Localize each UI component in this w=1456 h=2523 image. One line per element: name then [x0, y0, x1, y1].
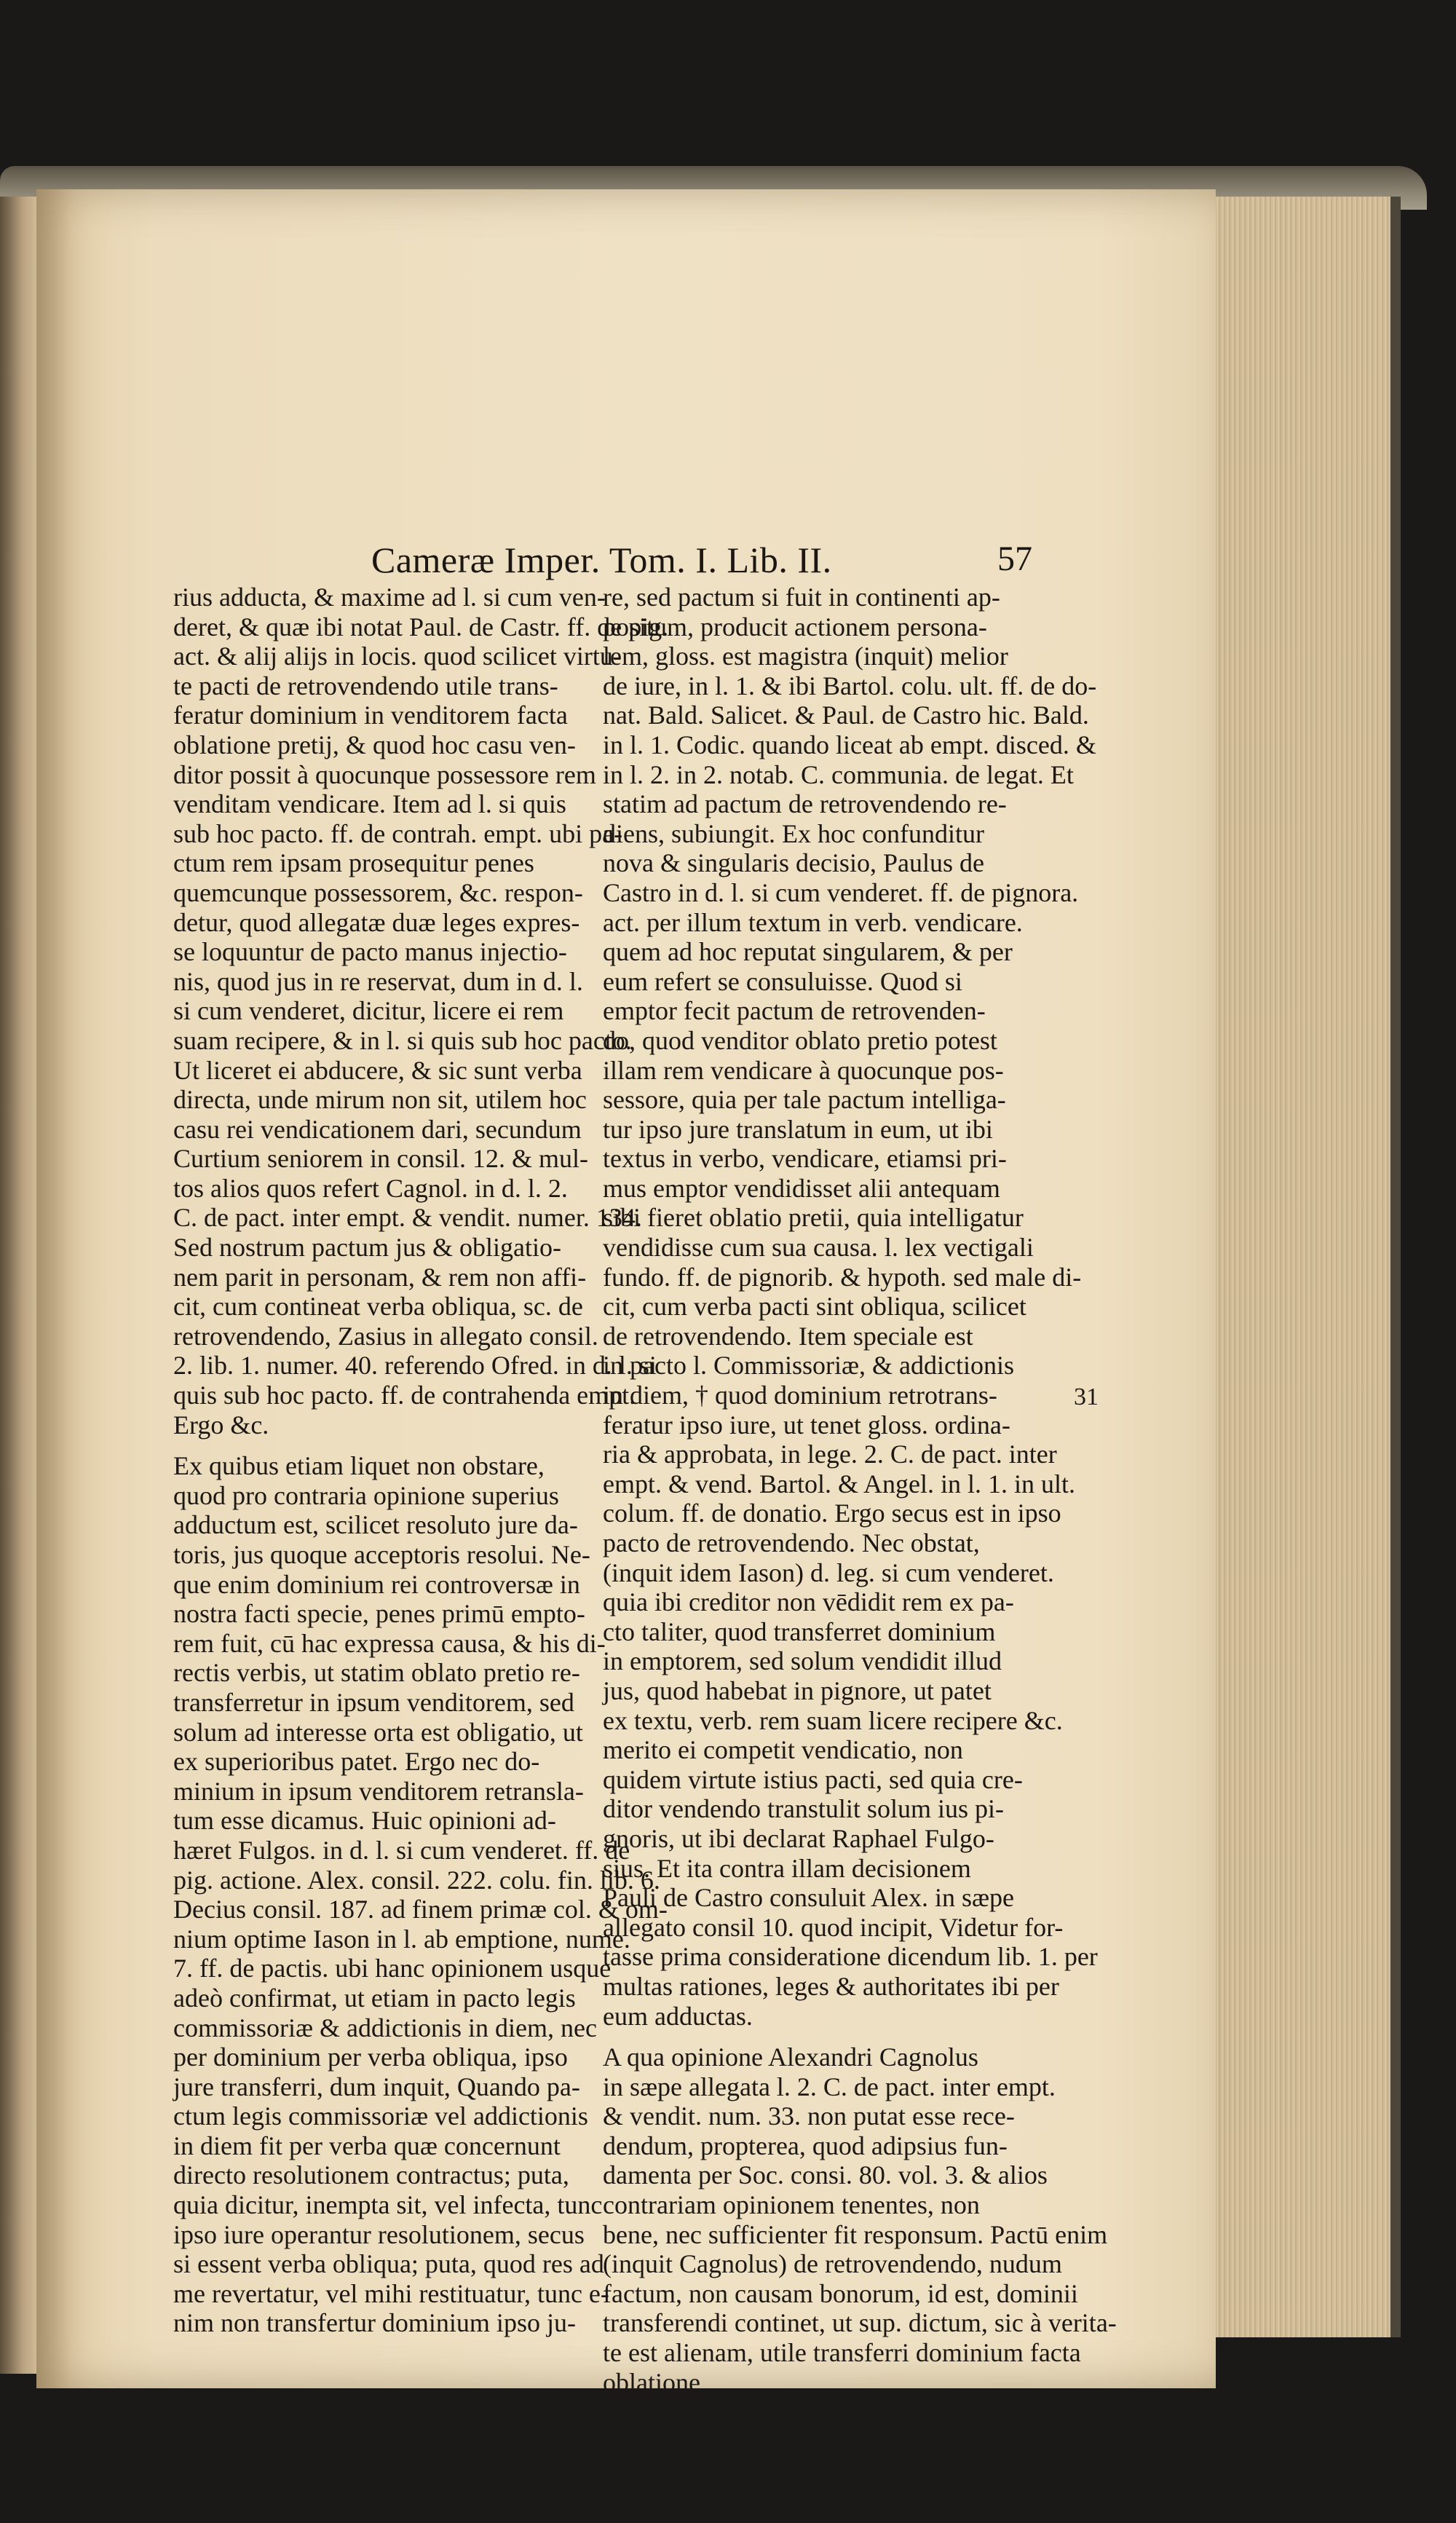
- text-line: deret, & quæ ibi notat Paul. de Castr. ff. de pig.: [173, 612, 669, 641]
- text-line: commissoriæ & addictionis in diem, nec: [173, 2013, 597, 2042]
- text-line: adductum est, scilicet resoluto jure da-: [173, 1510, 578, 1540]
- text-line: ex textu, verb. rem suam licere recipere &c.: [603, 1705, 1063, 1735]
- text-line: eum adductas.: [603, 2001, 753, 2031]
- text-line: te pacti de retrovendendo utile trans-: [173, 671, 558, 700]
- running-head: Cameræ Imper. Tom. I. Lib. II.: [371, 540, 832, 580]
- text-line: factum, non causam bonorum, id est, dominii: [603, 2278, 1078, 2308]
- text-line: que enim dominium rei controversæ in: [173, 1569, 580, 1599]
- text-line: 7. ff. de pactis. ubi hanc opinionem usque: [173, 1954, 612, 1983]
- text-line: sub hoc pacto. ff. de contrah. empt. ubi pa-: [173, 818, 623, 848]
- text-line: rem fuit, cū hac expressa causa, & his di-: [173, 1628, 606, 1658]
- page: [36, 189, 1216, 2397]
- text-line: tur ipso jure translatum in eum, ut ibi: [603, 1114, 993, 1144]
- text-line: nium optime Iason in l. ab emptione, nume.: [173, 1924, 630, 1954]
- text-line: lem, gloss. est magistra (inquit) melior: [603, 641, 1008, 671]
- text-line: fundo. ff. de pignorib. & hypoth. sed male di-: [603, 1262, 1082, 1292]
- text-line: adeò confirmat, ut etiam in pacto legis: [173, 1983, 576, 2013]
- text-line: gnoris, ut ibi declarat Raphael Fulgo-: [603, 1823, 994, 1853]
- text-line: cto taliter, quod transferret dominium: [603, 1616, 996, 1646]
- paragraph-gap: [603, 2031, 1069, 2042]
- text-line: suam recipere, & in l. si quis sub hoc pacto.: [173, 1025, 632, 1055]
- text-line: de iure, in l. 1. & ibi Bartol. colu. ult. ff. de do-: [603, 671, 1097, 700]
- text-line: cit, cum contineat verba obliqua, sc. de: [173, 1292, 583, 1322]
- text-line: nova & singularis decisio, Paulus de: [603, 848, 984, 878]
- text-line: si cum venderet, dicitur, licere ei rem: [173, 996, 564, 1026]
- text-line: textus in verbo, vendicare, etiamsi pri-: [603, 1144, 1007, 1174]
- text-line: Ergo &c.: [173, 1410, 269, 1440]
- text-line: & vendit. num. 33. non putat esse rece-: [603, 2101, 1015, 2131]
- paragraph-gap: [173, 1440, 625, 1451]
- text-line: in emptorem, sed solum vendidit illud: [603, 1646, 1002, 1676]
- text-line: in l. 2. in 2. notab. C. communia. de legat. Et: [603, 759, 1074, 789]
- text-line: ipso iure operantur resolutionem, secus: [173, 2219, 585, 2249]
- text-line: (inquit Cagnolus) de retrovendendo, nudum: [603, 2249, 1062, 2279]
- text-line: detur, quod allegatæ duæ leges expres-: [173, 907, 580, 937]
- text-line: in sæpe allegata l. 2. C. de pact. inter empt.: [603, 2072, 1056, 2101]
- text-line: in l. 1. Codic. quando liceat ab empt. disced. &: [603, 730, 1096, 759]
- text-line: positum, producit actionem persona-: [603, 612, 987, 641]
- text-line: se loquuntur de pacto manus injectio-: [173, 937, 567, 967]
- text-line: do, quod venditor oblato pretio potest: [603, 1025, 997, 1055]
- text-line: ctum legis commissoriæ vel addictionis: [173, 2101, 588, 2131]
- text-line: act. & alij alijs in locis. quod scilicet virtu-: [173, 641, 622, 671]
- text-line: pig. actione. Alex. consil. 222. colu. fin. lib. 6.: [173, 1865, 660, 1895]
- text-line: casu rei vendicationem dari, secundum: [173, 1114, 582, 1144]
- text-line: de retrovendendo. Item speciale est: [603, 1321, 973, 1351]
- text-line: in pacto l. Commissoriæ, & addictionis: [603, 1351, 1014, 1381]
- text-line: quem ad hoc reputat singularem, & per: [603, 937, 1013, 967]
- text-line: feratur dominium in venditorem facta: [173, 700, 568, 730]
- text-line: empt. & vend. Bartol. & Angel. in l. 1. in ult.: [603, 1469, 1075, 1499]
- text-line: hæret Fulgos. in d. l. si cum venderet. ff. de: [173, 1835, 630, 1865]
- text-line: nat. Bald. Salicet. & Paul. de Castro hic. Bald.: [603, 700, 1089, 730]
- text-line: dendum, propterea, quod adipsius fun-: [603, 2131, 1008, 2160]
- text-line: sius. Et ita contra illam decisionem: [603, 1853, 971, 1883]
- text-line: nis, quod jus in re reservat, dum in d. l.: [173, 966, 583, 996]
- text-line: illam rem vendicare à quocunque pos-: [603, 1055, 1004, 1085]
- text-line: emptor fecit pactum de retrovenden-: [603, 996, 986, 1026]
- text-line: quemcunque possessorem, &c. respon-: [173, 877, 583, 907]
- text-line: in diem, † quod dominium retrotrans-: [603, 1381, 997, 1410]
- text-line: in diem fit per verba quæ concernunt: [173, 2131, 561, 2160]
- text-line: re, sed pactum si fuit in continenti ap-: [603, 583, 1000, 612]
- text-line: Pauli de Castro consuluit Alex. in sæpe: [603, 1883, 1014, 1913]
- text-line: nostra facti specie, penes primū empto-: [173, 1599, 585, 1629]
- text-line: vendidisse cum sua causa. l. lex vectigali: [603, 1233, 1034, 1263]
- text-line: allegato consil 10. quod incipit, Videtur for-: [603, 1912, 1064, 1942]
- page-number: 57: [997, 540, 1032, 578]
- text-line: quia ibi creditor non vēdidit rem ex pa-: [603, 1587, 1014, 1617]
- text-line: eum refert se consuluisse. Quod si: [603, 966, 962, 996]
- text-line: (inquit idem Iason) d. leg. si cum venderet.: [603, 1557, 1054, 1587]
- text-line: rectis verbis, ut statim oblato pretio re-: [173, 1658, 580, 1688]
- left-page-edge: [0, 197, 38, 2374]
- text-line: transferendi continet, ut sup. dictum, sic à verita-: [603, 2308, 1117, 2338]
- text-line: ditor possit à quocunque possessore rem: [173, 759, 596, 789]
- text-line: Curtium seniorem in consil. 12. & mul-: [173, 1144, 588, 1174]
- text-line: statim ad pactum de retrovendendo re-: [603, 789, 1007, 819]
- text-line: colum. ff. de donatio. Ergo secus est in ipso: [603, 1499, 1061, 1528]
- text-line: Ex quibus etiam liquet non obstare,: [173, 1451, 545, 1481]
- text-line: quis sub hoc pacto. ff. de contrahenda empt.: [173, 1381, 636, 1410]
- text-line: quod pro contraria opinione superius: [173, 1480, 559, 1510]
- fore-edge: [1216, 197, 1401, 2337]
- text-line: ria & approbata, in lege. 2. C. de pact. inter: [603, 1440, 1057, 1469]
- text-line: rius adducta, & maxime ad l. si cum ven-: [173, 583, 606, 612]
- text-line: Ut liceret ei abducere, & sic sunt verba: [173, 1055, 582, 1085]
- text-line: jus, quod habebat in pignore, ut patet: [603, 1675, 992, 1705]
- text-line: nem parit in personam, & rem non affi-: [173, 1262, 587, 1292]
- text-line: merito ei competit vendicatio, non: [603, 1735, 963, 1765]
- text-line: tos alios quos refert Cagnol. in d. l. 2.: [173, 1173, 568, 1203]
- text-line: A qua opinione Alexandri Cagnolus: [603, 2042, 978, 2072]
- text-line: cit, cum verba pacti sint obliqua, scilicet: [603, 1292, 1026, 1322]
- text-line: per dominium per verba obliqua, ipso: [173, 2042, 568, 2072]
- text-line: ctum rem ipsam prosequitur penes: [173, 848, 534, 878]
- text-line: multas rationes, leges & authoritates ibi per: [603, 1971, 1059, 2001]
- text-line: te est alienam, utile transferri dominium facta: [603, 2338, 1081, 2368]
- text-line: pacto de retrovendendo. Nec obstat,: [603, 1528, 980, 1557]
- text-line: damenta per Soc. consi. 80. vol. 3. & alios: [603, 2160, 1048, 2190]
- text-line: solum ad interesse orta est obligatio, ut: [173, 1717, 583, 1747]
- text-line: Decius consil. 187. ad finem primæ col. & om-: [173, 1895, 668, 1924]
- text-line: tum esse dicamus. Huic opinioni ad-: [173, 1806, 556, 1836]
- text-line: C. de pact. inter empt. & vendit. numer. 134.: [173, 1203, 642, 1233]
- text-line: feratur ipso iure, ut tenet gloss. ordina-: [603, 1410, 1010, 1440]
- text-line: ditor vendendo transtulit solum ius pi-: [603, 1794, 1004, 1824]
- text-line: me revertatur, vel mihi restituatur, tunc e-: [173, 2278, 609, 2308]
- text-line: ex superioribus patet. Ergo nec do-: [173, 1747, 540, 1777]
- text-line: bene, nec sufficienter fit responsum. Pactū enim: [603, 2219, 1108, 2249]
- text-line: directa, unde mirum non sit, utilem hoc: [173, 1085, 587, 1115]
- text-line: si essent verba obliqua; puta, quod res ad: [173, 2249, 604, 2279]
- text-line: act. per illum textum in verb. vendicare.: [603, 907, 1023, 937]
- text-line: sibi fieret oblatio pretii, quia intelligatur: [603, 1203, 1024, 1233]
- text-line: mus emptor vendidisset alii antequam: [603, 1173, 1000, 1203]
- text-line: sessore, quia per tale pactum intelliga-: [603, 1085, 1006, 1115]
- text-line: oblatione pretij, & quod hoc casu ven-: [173, 730, 576, 759]
- text-line: nim non transfertur dominium ipso ju-: [173, 2308, 576, 2338]
- text-line: toris, jus quoque acceptoris resolui. Ne-: [173, 1540, 590, 1569]
- text-line: venditam vendicare. Item ad l. si quis: [173, 789, 566, 819]
- text-line: quia dicitur, inempta sit, vel infecta, tunc: [173, 2190, 603, 2220]
- text-line: transferretur in ipsum venditorem, sed: [173, 1687, 574, 1717]
- text-line: retrovendendo, Zasius in allegato consil.: [173, 1321, 598, 1351]
- text-line: contrariam opinionem tenentes, non: [603, 2190, 980, 2220]
- left-column: [173, 583, 669, 2338]
- margin-note-number: 31: [1074, 1383, 1099, 1410]
- text-line: directo resolutionem contractus; puta,: [173, 2160, 569, 2190]
- text-line: 2. lib. 1. numer. 40. referendo Ofred. in d. l. si: [173, 1351, 657, 1381]
- text-line: tasse prima consideratione dicendum lib. 1. per: [603, 1942, 1098, 1972]
- text-line: diens, subiungit. Ex hoc confunditur: [603, 818, 984, 848]
- text-line: minium in ipsum venditorem retransla-: [173, 1776, 584, 1806]
- text-line: Castro in d. l. si cum venderet. ff. de pignora.: [603, 877, 1079, 907]
- text-line: jure transferri, dum inquit, Quando pa-: [173, 2072, 580, 2101]
- text-line: oblatione: [603, 2367, 700, 2397]
- text-line: quidem virtute istius pacti, sed quia cre-: [603, 1764, 1023, 1794]
- text-line: Sed nostrum pactum jus & obligatio-: [173, 1233, 561, 1263]
